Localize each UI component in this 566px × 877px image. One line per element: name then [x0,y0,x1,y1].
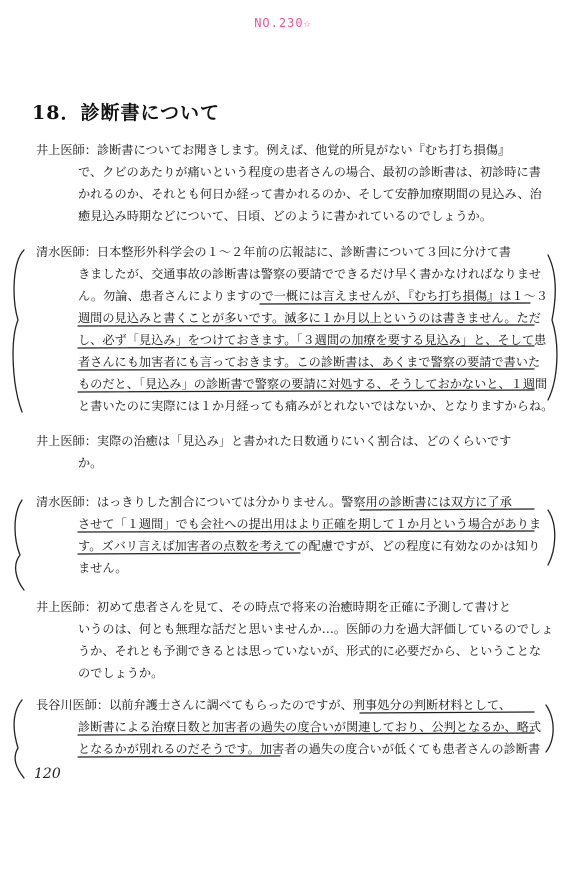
text-line: 者さんにも加害者にも言っておきます。この診断書は、あくまで警察の要請で書いた [78,355,541,369]
text-line: きましたが、交通事故の診断書は警察の要請でできるだけ早く書かなければなりませ [78,267,542,281]
margin-bracket-mark [546,705,553,752]
margin-bracket-mark [13,250,24,412]
text-line: 癒見込み時期などについて、日頃、どのように書かれているのでしょうか。 [78,209,492,223]
text-line: し、必ず「見込み」をつけておきます。「３週間の加療を要する見込み」と、そして患 [78,333,547,347]
margin-bracket-mark [14,700,24,778]
text-line: 週間の見込みと書くことが多いです。滅多に１か月以上というのは書きません。ただ [78,311,541,325]
text-line: させて「１週間」でも会社への提出用はより正確を期して１か月という場合がありま [78,517,542,531]
text-line: うか、それとも予測できるとは思っていないが、形式的に必要だから、ということな [78,644,542,658]
dialogue-paragraph [36,241,554,417]
dialogue-paragraph [36,694,542,760]
text-line: ません。 [78,561,128,575]
text-line: ものだと、「見込み」の診断書で警察の要請に対処する、そうしておかないと、１週間 [78,377,548,391]
dialogue-paragraph [36,491,542,579]
text-line: いうのは、何とも無理な話だと思いませんか…。医師の力を過大評価しているのでしょ [78,622,554,636]
text-line: か。 [78,456,103,470]
text-line: 清水医師：はっきりした割合については分かりません。警察用の診断書には双方に了承 [36,495,512,509]
section-title: 18．診断書について [32,102,221,124]
text-line: 井上医師：実際の治癒は「見込み」と書かれた日数通りにいく割合は、どのくらいです [36,434,512,448]
text-line: す。ズバリ言えば加害者の点数を考えての配慮ですが、どの程度に有効なのかは知り [78,539,541,553]
dialogue-paragraph [36,430,542,474]
text-line: のでしょうか。 [78,666,164,680]
margin-bracket-mark [548,255,557,400]
text-line: 長谷川医師：以前弁護士さんに調べてもらったのですが、刑事処分の判断材料として、 [36,698,512,712]
dialogue-paragraph [36,596,554,684]
dialogue-paragraph [36,139,542,227]
text-line: と書いたのに実際には１か月経っても痛みがとれないではないか、となりますからね。 [78,399,554,413]
text-line: かれるのか、それとも何日か経って書かれるのか、そして安静加療期間の見込み、治 [78,187,542,201]
margin-bracket-mark [548,510,555,565]
text-line: で、クビのあたりが痛いという程度の患者さんの場合、最初の診断書は、初診時に書 [78,165,541,179]
text-line: となるかが別れるのだそうです。加害者の過失の度合いが低くても患者さんの診断書 [78,742,541,756]
document-number-stamp: NO.230☆ [254,16,312,30]
text-line: 清水医師：日本整形外科学会の１〜２年前の広報誌に、診断書について３回に分けて書 [36,245,512,259]
text-line: 井上医師：初めて患者さんを見て、その時点で将来の治癒時期を正確に予測して書けと [36,600,512,614]
margin-bracket-mark [15,500,24,590]
page-number: 120 [34,766,61,782]
text-line: ん。勿論、患者さんによりますので一概には言えませんが、『むち打ち損傷』は１〜３ [78,289,548,303]
text-line: 井上医師：診断書についてお聞きします。例えば、他覚的所見がない『むち打ち損傷』 [36,143,511,157]
text-line: 診断書による治療日数と加害者の過失の度合いが関連しており、公判となるか、略式 [78,720,542,734]
